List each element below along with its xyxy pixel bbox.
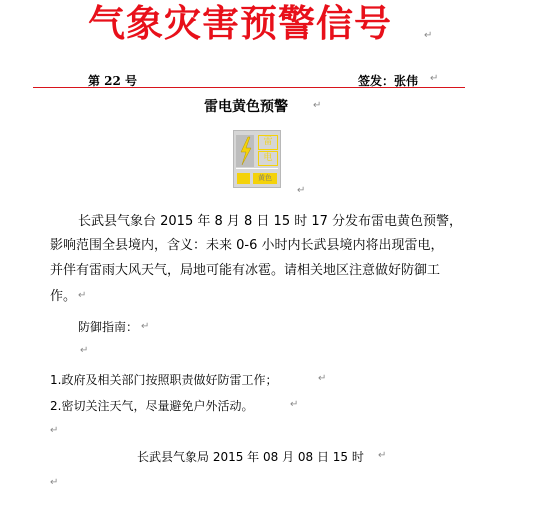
paragraph-mark: ↵	[378, 450, 387, 461]
paragraph-mark: ↵	[50, 425, 59, 436]
paragraph-mark: ↵	[290, 399, 299, 410]
paragraph-mark: ↵	[50, 477, 59, 488]
body-line: 并伴有雷雨大风天气，局地可能有冰雹。请相关地区注意做好防御工	[50, 263, 441, 278]
defense-guide-label: 防御指南：	[78, 320, 139, 334]
issue-number: 第 22 号	[88, 74, 138, 88]
icon-color-label: 黄色	[253, 173, 277, 184]
paragraph-mark: ↵	[318, 373, 327, 384]
paragraph-mark: ↵	[78, 290, 87, 301]
icon-small-bolt-box	[237, 173, 250, 184]
warning-title: 雷电黄色预警	[204, 99, 288, 115]
paragraph-mark: ↵	[80, 345, 89, 356]
lightning-yellow-warning-icon	[233, 130, 281, 188]
body-line: 长武县气象台 2015 年 8 月 8 日 15 时 17 分发布雷电黄色预警，	[78, 214, 463, 229]
paragraph-mark: ↵	[424, 30, 433, 41]
paragraph-mark: ↵	[430, 73, 439, 84]
guide-item: 2.密切关注天气，尽量避免户外活动。	[50, 399, 254, 413]
footer-signature: 长武县气象局 2015 年 08 月 08 日 15 时	[137, 450, 364, 464]
icon-text-box: 雷	[258, 135, 278, 150]
body-line: 作。	[50, 289, 77, 304]
signer: 签发：张伟	[358, 74, 419, 88]
icon-divider	[236, 168, 278, 169]
paragraph-mark: ↵	[297, 185, 306, 196]
guide-item: 1.政府及相关部门按照职责做好防雷工作；	[50, 373, 278, 387]
icon-text-box: 电	[258, 151, 278, 166]
paragraph-mark: ↵	[313, 100, 322, 111]
red-divider	[33, 87, 465, 88]
body-line: 影响范围全县境内，含义：未来 0-6 小时内长武县境内将出现雷电，	[50, 238, 444, 253]
paragraph-mark: ↵	[141, 321, 150, 332]
masthead-title: 气象灾害预警信号	[88, 2, 392, 45]
